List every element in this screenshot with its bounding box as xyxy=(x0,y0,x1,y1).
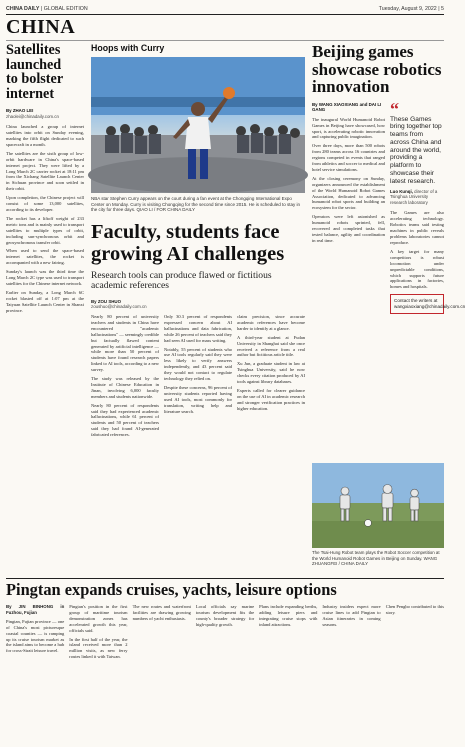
robot-photo-caption: The Tsai-Hung Robot team plays the Robot Soccer competition at the World Humanoid Robot Games in Beijing on Sunday. WANG ZHUANGFEI / CHINA DAILY xyxy=(312,550,440,567)
basketball-photo xyxy=(91,57,305,193)
bottom-col-6: Industry insiders expect more cruise lines to add Pingtan to Asian itineraries in coming seasons. xyxy=(322,604,381,627)
right-body: The inaugural World Humanoid Robot Games in Beijing have showcased, how sport, is accelerating robotic innovation and capturing public imagination. Over three days, more than 500 robots from 280 teams across 16 countries and regions competed in events that ranged from athletics and soccer to medical and hotel service simulations. At the closing ceremony on Sunday, organizers announced the establishment of the World Humanoid Robot Games Association, dedicated to advancing humanoid robot sports and building an ecosystem for the sector. Operators were left astonished as humanoid robots sprinted, fell, recovered and completed tasks that tested balance, agility and coordination in real time. xyxy=(312,116,385,243)
bottom-col-5: Plans include expanding berths, adding leisure piers and integrating cruise stops with inland attractions. xyxy=(259,604,318,627)
section-rule xyxy=(6,40,444,41)
left-byline: By ZHAO LEI zhaolei@chinadaily.com.cn xyxy=(6,108,59,119)
center-dek: Research tools can produce flawed or fictitious academic references xyxy=(91,269,272,292)
right-byline: By WANG XIAOXIANG and DAI LI GANG xyxy=(312,101,382,113)
contact-box: Contact the writers at wangxiaoxiang@chinadaily.com.cn xyxy=(390,294,444,314)
top-rule xyxy=(6,14,444,15)
bottom-rule xyxy=(6,578,444,579)
robot-soccer-photo xyxy=(312,463,444,548)
quote-icon: “ xyxy=(390,98,399,119)
center-col-2: Only 30.3 percent of respondents expressed concern about AI hallucinations and data fabrication, while 26 percent of teachers said they had seen AI used for mass writing. Notably, 55 percent of students who use AI tools regularly said they were less likely to verify answers independently, and 43 percent said they would not contact to regulate technology they relied on. Despite these concerns, 96 percent of university students reported having used AI tools, most commonly for translation, writing help and literature search. xyxy=(164,313,232,414)
bottom-col-2: Pingtan's position in the first group of maritime tourism demonstration zones has accelerated growth this year, officials said. In the first half of the year, the island received more than 2 million visits, as new ferry routes linked it with Taiwan. xyxy=(69,604,128,660)
center-byline: By ZOU SHUO zoushuo@chinadaily.com.cn xyxy=(91,298,147,310)
masthead: CHINA DAILY | GLOBAL EDITION Tuesday, August 9, 2022 | 5 xyxy=(6,6,444,12)
bottom-col-7: Chen Pengbo contributed to this story. xyxy=(385,604,444,615)
bottom-col-3: The new routes and waterfront facilities are drawing growing numbers of yacht enthusiasts. xyxy=(132,604,191,621)
pull-quote: These Games bring together top teams from across China and around the world, providing a platform to showcase their latest research. xyxy=(390,115,442,185)
bottom-col-1: By JIN BINHONG in Fuzhou, Fujian Pingtan, Fujian province — one of China's most picturesque coastal counties — is ramping up its cruise tourism market as the island aims to become a hub for cross-Strait leisure travel. xyxy=(6,604,65,654)
pull-quote-attribution: Luo Kunqi, director of a Tsinghua University research laboratory xyxy=(390,188,438,205)
photo-caption: NBA star Stephen Curry appears on the court during a fan event at the Chongqing International Expo Center on Monday. Curry is visiting Chongqing for the second time since 2015. He is scheduled to stay in the city for three days. QIAO LI / FOR CHINA DAILY xyxy=(91,196,301,213)
bottom-col-4: Local officials say marine tourism development fits the county's broader strategy for high-quality growth. xyxy=(195,604,255,627)
left-story xyxy=(6,43,84,316)
right-headline: Beijing games showcase robotics innovation xyxy=(312,42,442,96)
right-body-2: The Games are also accelerating technology. Robotics teams said testing machines in public reveals problems laboratories cannot reproduce. A key target for many competitors is robust locomotion under unpredictable conditions, which supports future applications in factories, homes and hospitals. xyxy=(390,210,444,290)
left-headline: Satellites launched to bolster internet xyxy=(6,42,64,102)
center-headline: Faculty, students face growing AI challenges xyxy=(91,220,285,265)
photo-kicker: Hoops with Curry xyxy=(91,43,165,53)
bottom-headline: Pingtan expands cruises, yachts, leisure options xyxy=(6,580,337,599)
masthead-brand: CHINA DAILY xyxy=(6,6,40,12)
center-col-3: claim precision, since accurate academic references have become harder to identify at a glance. A third-year student at Fudan University in Shanghai said she once received a reference from a real author but fictitious article title. Xu Jun, a graduate student in law at Tsinghua University, said he now checks every citation produced by AI tools against library databases. Experts called for clearer guidance on the use of AI in academic research and stronger verification practices in higher education. xyxy=(237,313,305,411)
right-story xyxy=(312,42,465,314)
robot-scene-illustration xyxy=(312,463,444,548)
basketball-scene-illustration xyxy=(91,57,305,193)
left-body: China launched a group of internet satellites into orbit on Sunday evening, marking the fifth flight dedicated to such spacecraft in a month. The satellites are the sixth group of low-orbit hardware in China's space-based internet project. They were lifted by a Long March 2C carrier rocket at 18:11 pm from the Xichang Satellite Launch Center in Sichuan province and soon settled in their orbit. Upon completion, the Chinese project will consist of some 13,000 satellites, according to its developer. The rocket has a liftoff weight of 233 metric tons and is mainly used to transport satellites to multiple types of orbit, including sun-synchronous orbit and geosynchronous transfer orbit. When used to send the space-based internet satellites, the rocket is accompanied with a new fairing. Sunday's launch was the third time the Long March 2C type was used to transport satellites for the Chinese internet network. Earlier on Sunday, a Long March 6C rocket blasted off at 1:07 pm at the Taiyuan Satellite Launch Center in Shanxi province. xyxy=(6,124,84,313)
masthead-edition: GLOBAL EDITION xyxy=(43,6,88,12)
center-body xyxy=(91,314,305,441)
masthead-date-page: Tuesday, August 9, 2022 | 5 xyxy=(378,6,444,12)
section-title: CHINA xyxy=(6,16,76,38)
center-col-1: Nearly 80 percent of university teachers and students in China have encountered "academic hallucinations" — seemingly credible but factually flawed content generated by artificial intelligence — while more than 50 percent of students have found research papers linked to AI tools, according to a new survey. The study was released by the Institute of Chinese Education in Jinan, involving 6,000 faculty members and students nationwide. Nearly 80 percent of respondents said they had experienced academic hallucinations, while 61 percent of students and 50 percent of teachers said they had found AI-generated fabricated references. xyxy=(91,313,159,438)
center-story xyxy=(91,43,305,441)
bottom-body xyxy=(6,604,444,663)
